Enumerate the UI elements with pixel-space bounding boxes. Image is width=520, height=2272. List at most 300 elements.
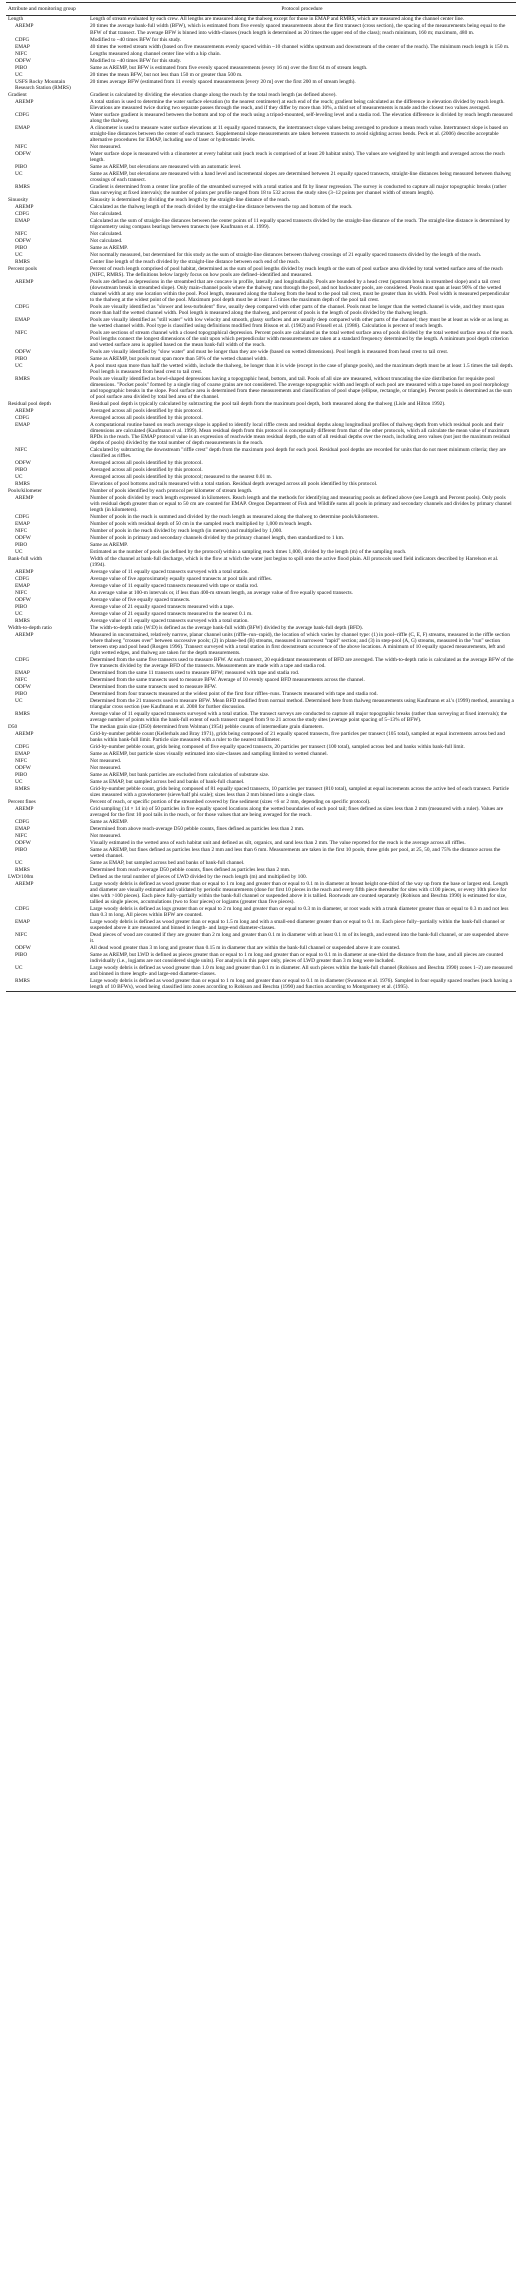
header-row <box>6 3 516 16</box>
monitoring-group-label: PIBO <box>15 355 28 362</box>
procedure-text: Large woody debris is defined as wood greater than or equal to 1.5 m long and with a small-end diameter greater than or equal to 0.1 m. Each piece fully–partially within the bank-full channel or suspended above it are measured and binned in length- and large-end diameter-classes. <box>90 919 505 932</box>
procedure-text: Not measured. <box>90 765 122 772</box>
procedure-text: Same as AREMP, but bank particles are excluded from calculation of substrate size. <box>90 772 270 779</box>
procedure-text: Pools are sections of stream channel with a closed topographical depression. Percent pools are calculated as the total wetted surface area of pools divided by the total wetted surface area of the reach. Pool lengths connect the longest dimensions of the unit upon which perpendicular width measurements are taken at a standard frequency determined by the length. A minimum pool depth criterion and wetted surface area is applied based on the mean bank-full width of the reach. <box>90 329 514 348</box>
protocol-row <box>6 698 516 711</box>
procedure-text: Grid sampling (14 × 14 in) of 50 particles in five equally spaced locations along the wetted boundaries of each pool tail; fines defined as sizes less than 2 mm (measured with a ruler). Values are averaged for the first 10 pool tails in the reach, or for those values that are being averaged for the reach. <box>90 806 504 819</box>
protocol-row <box>6 535 516 542</box>
attribute-label: Bank-full width <box>8 555 42 562</box>
table-header <box>6 3 516 16</box>
protocol-row <box>6 758 516 765</box>
monitoring-group-label: USFS Rocky Mountain Research Station (RMRS) <box>15 78 71 91</box>
monitoring-group-label: PIBO <box>15 64 28 71</box>
protocol-row <box>6 78 516 91</box>
header-attribute-group: Attribute and monitoring group <box>6 3 88 16</box>
monitoring-group-label: EMAP <box>15 582 30 589</box>
monitoring-group-label: PIBO <box>15 952 28 959</box>
protocol-row <box>6 203 516 210</box>
procedure-text: Same as EMAP, but sampled across bed and banks of bank-full channel. <box>90 779 245 786</box>
protocol-row <box>6 833 516 840</box>
attribute-row <box>6 488 516 495</box>
procedure-text: The width-to-depth ratio (W:D) is defined as the average bank-full width (BFW) divided by the average bank-full depth (BFD). <box>90 624 363 631</box>
protocol-row <box>6 362 516 375</box>
protocol-row <box>6 514 516 521</box>
monitoring-group-label: CDFG <box>15 656 30 663</box>
monitoring-group-label: CDFG <box>15 575 30 582</box>
protocol-row <box>6 460 516 467</box>
monitoring-group-label: PIBO <box>15 466 28 473</box>
monitoring-group-label: AREMP <box>15 494 34 501</box>
monitoring-group-label: PIBO <box>15 691 28 697</box>
monitoring-group-label: UC <box>15 610 23 617</box>
procedure-text: Measured in unconstrained, relatively narrow, planar channel units (riffle–run–rapid), the location of which varies by channel type: (1) in pool–riffle (C, E, F) streams, measured in the riffle section where thalweg "crosses over" between successive pools; (2) in plane-bed (B) streams, measured in narrowest "rapid" section; and (3) in step-pool (A, G) streams, measured in the "run" section between step and pool head (Rosgen 1996). Transect surveyed with a total station in first downstream occurrence of the above locations. A minimum of 10 equally spaced measurements, left and right wetted edges, and thalweg are taken for the depth measurements. <box>90 631 510 656</box>
protocol-row <box>6 210 516 217</box>
procedure-text: Elevations of pool bottoms and tails measured with a total station. Residual depth averaged across all pools identified by this protocol. <box>90 480 378 487</box>
procedure-text: Determined from above reach-average D50 pebble counts, fines defined as particles less than 2 mm. <box>90 826 305 833</box>
monitoring-group-label: EMAP <box>15 520 30 527</box>
procedure-text: Not calculated. <box>90 230 123 237</box>
attribute-label: Length <box>8 16 24 23</box>
protocol-row <box>6 711 516 724</box>
procedure-text: Not calculated. <box>90 210 123 217</box>
protocol-row <box>6 677 516 684</box>
procedure-text: Gradient is calculated by dividing the elevation change along the reach by the total reach length (as defined above). <box>90 91 337 98</box>
procedure-text: An average value at 100-m intervals or, if less than 400-m stream length, an average value of five equally spaced transects. <box>90 589 353 596</box>
monitoring-group-label: PIBO <box>15 163 28 170</box>
protocol-row <box>6 36 516 43</box>
protocol-row <box>6 217 516 230</box>
procedure-text: Pools are visually identified as bowl-shaped depressions having a topographic head, bottom, and tail. Pools of all size are measured, without truncating the size distribution for requisite pool dimensions. "Pocket pools" formed by a single ring of coarse grains are not considered. The average topographic width and length of each pool are measured with a tape based on pool morphology and topographic breaks in the slope. Pool surface area is determined from these measurements and classification of pool shape (ellipse, rectangle, or triangle). Percent pools is determined as the sum of pool surface area divided by total bed area of the channel. <box>90 375 512 400</box>
protocol-row <box>6 670 516 677</box>
monitoring-group-label: UC <box>15 71 23 78</box>
procedure-text: Average value of 21 equally spaced transects measured with a tape. <box>90 603 234 610</box>
procedure-text: Number of pools divided by reach length expressed in kilometers. Reach length and the methods for identifying and measuring pools as defined above (see Length and Percent pools). Only pools with residual depth greater than or equal to 50 cm are counted for EMAP. Oregon Department of Fish and Wildlife sums all pools in primary and secondary channels and divides by primary channel length (in kilometers). <box>90 494 512 513</box>
procedure-text: Number of pools identified by each protocol per kilometer of stream length. <box>90 487 253 494</box>
attribute-row <box>6 265 516 278</box>
monitoring-group-label: NIFC <box>15 833 28 840</box>
protocol-row <box>6 355 516 362</box>
procedure-text: Large woody debris is defined as wood greater than or equal to 1 m long and greater than or equal to 0.1 m in diameter (Swanson et al. 1976). Sampled in four equally spaced reaches (each having a length of 10 BFWs), wood being classified into zones according to Robison and Beschta (1990) and function according to Montgomery et al. (1995). <box>88 978 516 992</box>
protocol-row <box>6 375 516 400</box>
protocol-row <box>6 150 516 163</box>
monitoring-group-label: UC <box>15 362 23 369</box>
monitoring-group-label: CDFG <box>15 303 30 310</box>
procedure-text: 20 times the average bank-full width (BFW), which is estimated from five evenly spaced measurements about the first transect (cross section), the spacing of the measurements being equal to the BFW of that transect. The average BFW is binned into width-classes (reach length is determined as 20 times the upper end of the class); reach minimum, 160 m; maximum, 480 m. <box>90 23 506 36</box>
protocol-row <box>6 576 516 583</box>
procedure-text: Same as AREMP. <box>90 541 128 548</box>
procedure-text: Number of pools in primary and secondary channels divided by the primary channel length, then standardized to 1 km. <box>90 534 345 541</box>
monitoring-group-label: UC <box>15 473 23 480</box>
monitoring-group-label: EMAP <box>15 919 30 926</box>
monitoring-group-label: AREMP <box>15 203 34 210</box>
protocol-row <box>6 278 516 303</box>
procedure-text: Large woody debris is defined as logs greater than or equal to 2 m long and greater than or equal to 0.3 m in diameter, or root wads with a trunk diameter greater than or equal to 0.3 m and not less than 0.3 m long. All pieces within BFW are counted. <box>90 906 509 919</box>
protocol-row <box>6 744 516 751</box>
procedure-text: Not calculated. <box>90 237 123 244</box>
attribute-label: Sinuosity <box>8 196 29 203</box>
document-page <box>0 0 520 992</box>
monitoring-group-label: AREMP <box>15 98 34 105</box>
protocol-row <box>6 230 516 237</box>
protocol-row <box>6 329 516 348</box>
procedure-text: Width of the channel at bank-full discharge, which is the flow at which the water just begins to spill onto the active flood plain. All protocols used field indicators described by Harrelson et al. (1994). <box>90 555 499 568</box>
protocol-row <box>6 847 516 860</box>
monitoring-group-label: ODFW <box>15 348 31 355</box>
procedure-text: Average value of 11 equally spaced transects surveyed with a total station. <box>90 617 249 624</box>
monitoring-group-label: RMRS <box>15 375 30 382</box>
attribute-row <box>6 196 516 203</box>
attribute-label: Pools/kilometer <box>8 487 42 494</box>
procedure-text: Calculated as the sum of straight-line distances between the center points of 11 equally spaced transects divided by the straight-line distance of the reach. The straight-line distance is determined by trigonometry using compass bearings between transects (see Kaufmann et al. 1999). <box>90 217 510 230</box>
procedure-text: Calculated by subtracting the downstream "riffle crest" depth from the maximum pool depth for each pool. Residual pool depths are recorded for units that do not meet minimum criteria; they are classified as riffles. <box>90 446 507 459</box>
monitoring-group-label: ODFW <box>15 765 31 772</box>
attribute-row <box>6 625 516 632</box>
protocol-row <box>6 932 516 945</box>
protocol-row <box>6 765 516 772</box>
protocol-row <box>6 945 516 952</box>
monitoring-group-label: EMAP <box>15 124 30 131</box>
attribute-label: D50 <box>8 724 18 731</box>
protocol-row <box>6 569 516 576</box>
procedure-text: Averaged across all pools identified by this protocol. <box>90 407 203 414</box>
monitoring-group-label: EMAP <box>15 670 30 676</box>
procedure-text: Large woody debris is defined as wood greater than 1.0 m long and greater than 0.1 m in diameter. All such pieces within the bank-full channel (Robison and Beschta 1990) zones 1–2) are measured and binned in three length- and large-end diameter-classes. <box>90 965 513 978</box>
monitoring-group-label: NIFC <box>15 143 28 150</box>
monitoring-group-label: NIFC <box>15 677 28 683</box>
protocol-row <box>6 414 516 421</box>
attribute-label: Residual pool depth <box>8 400 51 407</box>
procedure-text: A computational routine based on reach average slope is applied to identify local riffle crests and residual depths along longitudinal profiles of thalweg depth from which residual pools and their dimensions are calculated (Kaufmann et al. 1999). Mean residual depth from this protocol is conceptually different from that of the other protocols, which all calculate the mean value of maximum RPDs in the reach. The EMAP protocol value is an expression of reachwide mean residual depth, the sum of all residual depths over the reach, including zero values (not just the maximum residual depths of pools) divided by the total number of depth measurements in the reach. <box>90 421 511 446</box>
procedure-text: Same as AREMP. <box>90 244 128 251</box>
procedure-text: Averaged across all pools identified by this protocol. <box>90 466 203 473</box>
procedure-text: Same as AREMP. <box>90 819 128 826</box>
procedure-text: Percent of reach, or specific portion of the streambed covered by fine sediment (sizes <6 or 2 mm, depending on specific protocol). <box>90 799 371 806</box>
protocol-row <box>6 183 516 196</box>
procedure-text: Center line length of the reach divided by the straight-line distance between each end of the reach. <box>90 258 300 265</box>
monitoring-group-label: AREMP <box>15 23 34 30</box>
protocol-row <box>6 751 516 758</box>
attribute-label: Percent fines <box>8 799 36 806</box>
procedure-text: Determined from the same transects used to measure BFW. <box>90 684 217 690</box>
attribute-row <box>6 799 516 806</box>
protocol-row <box>6 657 516 670</box>
protocol-row <box>6 316 516 329</box>
monitoring-group-label: RMRS <box>15 480 30 487</box>
protocol-row <box>6 826 516 833</box>
protocol-row <box>6 521 516 528</box>
monitoring-group-label: CDFG <box>15 906 30 913</box>
attribute-row <box>6 400 516 407</box>
protocol-row <box>6 481 516 488</box>
procedure-text: Number of pools with residual depth of 50 cm in the sampled reach multiplied by 1,000 m/reach length. <box>90 520 313 527</box>
protocol-row <box>6 806 516 819</box>
protocol-row <box>6 407 516 414</box>
procedure-text: Average value of 21 equally spaced transects measured to the nearest 0.1 m. <box>90 610 253 617</box>
protocol-row <box>6 64 516 71</box>
procedure-text: A pool must span more than half the wetted width, include the thalweg, be longer than it is wide (except in the case of plunge pools), and the maximum depth must be at least 1.5 times the tail depth. Pool length is measured from head crest to tail crest. <box>90 362 514 375</box>
procedure-text: A clinometer is used to measure water surface elevations at 11 equally spaced transects, the intertransect slope values being averaged to produce a mean reach value. Intertransect slope is based on straight-line distances between the center of each transect. Supplemental slope measurements are taken between transects to avoid sighting across bends. Peck et al. (2006) describe acceptable alternative procedures for EMAP, including use of laser or hydrostatic levels. <box>90 124 508 143</box>
procedure-text: Not normally measured, but determined for this study as the sum of straight-line distances between thalweg crossings of 21 equally spaced transects divided by the length of the reach. <box>90 251 482 258</box>
protocol-row <box>6 251 516 258</box>
procedure-text: Determined from four transects measured at the widest point of the first four riffles–runs. Transects measured with tape and stadia rod. <box>90 691 378 697</box>
protocol-row <box>6 786 516 799</box>
table-body <box>6 16 516 992</box>
monitoring-group-label: PIBO <box>15 244 28 251</box>
protocol-row <box>6 684 516 691</box>
procedure-text: Length of stream evaluated by each crew. All lengths are measured along the thalweg except for those in EMAP and RMRS, which are measured along the channel center line. <box>90 16 465 23</box>
procedure-text: Percent of reach length comprised of pool habitat, determined as the sum of pool lengths divided by reach length or the sum of pool surface area divided by total wetted surface area of the reach (NIFC, RMRS). The definitions below largely focus on how pools are defined–identified and measured. <box>90 265 503 278</box>
procedure-text: Determined from the same five transects used to measure BFW. At each transect, 20 equidistant measurements of BFD are averaged. The width-to-depth ratio is calculated as the average BFW of the five transects divided by the average BFD of the transects. Measurements are made with a tape and stadia rod. <box>90 656 514 669</box>
monitoring-group-label: UC <box>15 170 23 177</box>
procedure-text: 20 times the mean BFW, but not less than 150 m or greater than 500 m. <box>90 71 243 78</box>
monitoring-group-label: ODFW <box>15 150 31 157</box>
protocol-row <box>6 348 516 355</box>
protocol-row <box>6 23 516 36</box>
protocol-row <box>6 542 516 549</box>
monitoring-group-label: AREMP <box>15 568 34 575</box>
monitoring-group-label: ODFW <box>15 237 31 244</box>
procedure-text: Determined from the 21 transects used to measure BFW. Mean BFD modified from normal method. Determined here from thalweg measurements using Kaufmann et al.'s (1999) method, assuming a triangular cross section (see Kaufmann et al. 2008 for further discussion. <box>90 698 514 711</box>
protocol-row <box>6 43 516 50</box>
protocol-row <box>6 952 516 965</box>
protocol-row <box>6 840 516 847</box>
procedure-text: Grid-by-number pebble count, grids being composed of five equally spaced transects, 20 particles per transect (100 total), sampled across bed and banks within bank-full limit. <box>90 744 465 751</box>
procedure-text: Large woody debris is defined as wood greater than or equal to 1 m long and greater than or equal to 0.1 m in diameter at breast height one-third of the way up from the base or largest end. Length and diameter are visually estimated and validated by periodic measurements (done for first 10 pieces in the reach and every fifth piece thereafter for sites with ≤100 pieces, or every 10th piece for sites with >100 pieces). Each piece fully–partially within the bank-full channel or suspended above it is tallied. Rootwads are counted separately (Robison and Beschta 1990) is estimated for size, tallied as single pieces, accumulations (two to four pieces) or logjams (greater than five pieces). <box>90 881 509 906</box>
monitoring-group-label: NIFC <box>15 230 28 237</box>
protocol-row <box>6 604 516 611</box>
procedure-text: Same as AREMP, but fines defined as particles less than 2 mm and less than 6 mm. Measurements are taken in the first 10 pools, three grids per pool, at 25, 50, and 75% the distance across the wetted channel. <box>90 847 501 860</box>
protocol-row <box>6 583 516 590</box>
procedure-text: Average value of five equally spaced transects. <box>90 596 191 603</box>
monitoring-group-label: AREMP <box>15 631 34 638</box>
procedure-text: Grid-by-number pebble count (Kellerhals and Bray 1971), grids being composed of 21 equally spaced transects, five particles per transect (105 total), sampled at equal increments across bed and banks within bank-full limit. Particle size measured with a ruler to the nearest millimeter. <box>90 731 505 744</box>
protocol-row <box>6 244 516 251</box>
attribute-row <box>6 874 516 881</box>
monitoring-group-label: UC <box>15 548 23 555</box>
monitoring-group-label: EMAP <box>15 421 30 428</box>
protocol-row <box>6 860 516 867</box>
header-protocol-procedure: Protocol procedure <box>88 3 516 16</box>
protocol-row <box>6 691 516 698</box>
protocol-row <box>6 111 516 124</box>
procedure-text: All dead wood greater than 3 m long and greater than 0.15 m in diameter that are within the bank-full channel or suspended above it are counted. <box>90 945 401 952</box>
protocol-row <box>6 495 516 514</box>
procedure-text: Same as AREMP, but elevations are measured with a hand level and incremental slopes are determined between 21 equally spaced transects, straight-line distances being measured between thalweg crossings of each transect. <box>90 170 511 183</box>
monitoring-group-label: RMRS <box>15 183 30 190</box>
procedure-text: Determined from reach-average D50 pebble counts, fines defined as particles less than 2 mm. <box>90 867 291 874</box>
protocol-row <box>6 590 516 597</box>
procedure-text: Water surface gradient is measured between the bottom and top of the reach using a tripod-mounted, self-leveling level and a stadia rod. The elevation difference is divided by reach length measured along the thalweg. <box>90 111 513 124</box>
protocol-row <box>6 597 516 604</box>
monitoring-group-label: RMRS <box>15 617 30 624</box>
procedure-text: 40 times the wetted stream width (based on five measurements evenly spaced within ~10 channel widths upstream and downstream of the center of the reach). The minimum reach length is 150 m. <box>90 43 510 50</box>
attribute-label: LWD/100m <box>8 874 34 881</box>
monitoring-group-label: EMAP <box>15 751 30 758</box>
monitoring-group-label: PIBO <box>15 772 28 779</box>
procedure-text: Residual pool depth is typically calculated by subtracting the pool tail depth from the maximum pool depth, both measured along the thalweg (Lisle and Hilton 1992). <box>90 400 446 407</box>
procedure-text: Averaged across all pools identified by this protocol; measured to the nearest 0.01 m. <box>90 473 272 480</box>
monitoring-group-label: ODFW <box>15 57 31 64</box>
procedure-text: Same as AREMP, but LWD is defined as pieces greater than or equal to 1 m long and greater than or equal to 0.1 m in diameter at one-third the distance from the base, and all pieces are counted individually (i.e., logjams are not considered single units). For analysis in this paper only, pieces of LWD greater than 3 m long were included. <box>90 952 504 965</box>
attribute-label: Gradient <box>8 91 27 98</box>
procedure-text: Number of pools in the reach divided by reach length (in meters) and multiplied by 1,000. <box>90 527 283 534</box>
protocol-row <box>6 258 516 265</box>
monitoring-group-label: CDFG <box>15 111 30 118</box>
monitoring-group-label: UC <box>15 779 23 786</box>
monitoring-group-label: AREMP <box>15 407 34 414</box>
protocol-row <box>6 611 516 618</box>
procedure-text: Not measured. <box>90 758 122 765</box>
monitoring-group-label: RMRS <box>15 867 30 874</box>
protocol-row <box>6 467 516 474</box>
protocol-row <box>6 237 516 244</box>
protocol-row <box>6 57 516 64</box>
monitoring-group-label: EMAP <box>15 43 30 50</box>
monitoring-group-label: CDFG <box>15 819 30 826</box>
procedure-text: Same as AREMP, but particle sizes visually estimated into size-classes and sampling limited to wetted channel. <box>90 751 328 758</box>
protocol-row <box>6 632 516 657</box>
monitoring-group-label: CDFG <box>15 36 30 43</box>
procedure-text: Visually estimated in the wetted area of each habitat unit and defined as silt, organics, and sand less than 2 mm. The value reported for the reach is the average across all riffles. <box>90 840 466 847</box>
procedure-text: Pools are visually identified by "slow water" and must be longer than they are wide (based on wetted dimensions). Pool length is measured from head crest to tail crest. <box>90 348 449 355</box>
attribute-row <box>6 724 516 731</box>
protocol-row <box>6 549 516 556</box>
procedure-text: Pools are visually identified as "slower and less-turbulent" flow, usually deep compared with other parts of the channel. Pools must be longer than the wetted channel is wide, and they must span more than half the wetted channel width. Pool length is measured along the thalweg, and percent of pools is the length of pools divided by the thalweg length. <box>90 303 505 316</box>
procedure-text: Gradient is determined from a center line profile of the streambed surveyed with a total station and fit by linear regression. The survey is conducted to capture all major topographic breaks (rather than surveying at fixed intervals); the number of points per profile ranged from 18 to 532 across the study sites (3–12 points per channel width of stream length). <box>90 183 507 196</box>
monitoring-group-label: CDFG <box>15 513 30 520</box>
protocol-row <box>6 170 516 183</box>
procedure-text: Modified to ~40 times BFW for this study. <box>90 36 182 43</box>
monitoring-group-label: UC <box>15 251 23 258</box>
monitoring-group-label: AREMP <box>15 278 34 285</box>
monitoring-group-label: NIFC <box>15 50 28 57</box>
procedure-text: Lengths measured along channel center line with a hip chain. <box>90 50 221 57</box>
protocol-row <box>6 98 516 111</box>
procedure-text: Same as AREMP, but pools must span more than 50% of the wetted channel width. <box>90 355 268 362</box>
protocol-row <box>6 421 516 446</box>
monitoring-group-label: AREMP <box>15 881 34 888</box>
procedure-text: A total station is used to determine the water surface elevation (to the nearest centimeter) at each end of the reach; gradient being calculated as the difference in elevation divided by reach length. Elevations are measured twice during two separate passes through the reach, and if they differ by more than 10%, a third set of measurements is made and the closest two values averaged. <box>90 98 505 111</box>
protocol-table <box>6 2 516 992</box>
protocol-row <box>6 474 516 481</box>
monitoring-group-label: PIBO <box>15 603 28 610</box>
monitoring-group-label: PIBO <box>15 541 28 548</box>
monitoring-group-label: RMRS <box>6 978 88 992</box>
procedure-text: Estimated as the number of pools (as defined by the protocol) within a sampling reach times 1,000, divided by the length (m) of the sampling reach. <box>90 548 407 555</box>
protocol-row <box>6 772 516 779</box>
procedure-text: Defined as the total number of pieces of LWD divided by the reach length (m) and multiplied by 100. <box>90 874 308 881</box>
monitoring-group-label: RMRS <box>15 786 30 793</box>
protocol-row <box>6 618 516 625</box>
procedure-text: The median grain size (D50) determined from Wolman (1954) pebble counts of intermediate grain diameters. <box>90 724 324 731</box>
monitoring-group-label: CDFG <box>15 210 30 217</box>
monitoring-group-label: AREMP <box>15 731 34 738</box>
protocol-row <box>6 528 516 535</box>
attribute-label: Percent pools <box>8 265 37 272</box>
procedure-text: Modified to ~40 times BFW for this study. <box>90 57 182 64</box>
protocol-row <box>6 978 516 992</box>
protocol-row <box>6 819 516 826</box>
procedure-text: Pools are visually identified as "still water" with low velocity and smooth, glassy surfaces and are usually deep compared with other parts of the channel; they must be at least as wide or as long as the wetted channel width. Pool type is classified using definitions modified from Bisson et al. (1982) and Frissell et al. (1986). Calculation is percent of reach length. <box>90 316 509 329</box>
protocol-row <box>6 867 516 874</box>
procedure-text: Determined from the same transects used to measure BFW. Average of 10 evenly spaced BFD measurements across the channel. <box>90 677 365 683</box>
monitoring-group-label: NIFC <box>15 758 28 765</box>
monitoring-group-label: AREMP <box>15 806 34 813</box>
procedure-text: Average value of 11 equally spaced transects surveyed with a total station. <box>90 568 249 575</box>
monitoring-group-label: NIFC <box>15 446 28 453</box>
procedure-text: Average value of 11 equally spaced transects measured with tape or stadia rod. <box>90 582 259 589</box>
protocol-row <box>6 965 516 978</box>
protocol-row <box>6 779 516 786</box>
procedure-text: Grid-by-number pebble count, grids being composed of 81 equally spaced transects, 10 particles per transect (810 total), sampled at equal increments across the active bed of each transect. Particle sizes measured with a gravelometer (sieve/half phi scale); sizes less than 2 mm binned into a single class. <box>90 786 510 799</box>
monitoring-group-label: ODFW <box>15 534 31 541</box>
attribute-row <box>6 16 516 24</box>
procedure-text: Water surface slope is measured with a clinometer at every habitat unit (each reach is comprised of at least 20 habitat units). The values are weighted by unit length and averaged across the reach length. <box>90 150 505 163</box>
monitoring-group-label: ODFW <box>15 596 31 603</box>
monitoring-group-label: UC <box>15 860 23 867</box>
procedure-text: Not measured. <box>90 833 122 840</box>
procedure-text: Sinuosity is determined by dividing the reach length by the straight-line distance of the reach. <box>90 196 291 203</box>
monitoring-group-label: CDFG <box>15 414 30 421</box>
attribute-label: Width-to-depth ratio <box>8 624 52 631</box>
procedure-text: Same as EMAP, but sampled across bed and banks of bank-full channel. <box>90 860 245 867</box>
monitoring-group-label: NIFC <box>15 329 28 336</box>
protocol-row <box>6 163 516 170</box>
monitoring-group-label: ODFW <box>15 684 31 690</box>
monitoring-group-label: ODFW <box>15 459 31 466</box>
protocol-row <box>6 881 516 906</box>
attribute-row <box>6 556 516 569</box>
protocol-row <box>6 919 516 932</box>
protocol-row <box>6 124 516 143</box>
protocol-row <box>6 71 516 78</box>
procedure-text: Pools are defined as depressions in the streambed that are concave in profile, laterally and longitudinally. Pools are bounded by a head crest (upstream break in streambed slope) and a tail crest (downstream break in streambed slope). Only main-channel pools where the thalweg runs through the pool, and not backwater pools, are considered. Pools must span at least 90% of the wetted channel width at any one location within the pool. Pool length, measured along the thalweg from the head to the pool tail crest, must be greater than its width. Pool width is measured perpendicular to the thalweg at the widest point of the pool. Maximum pool depth must be at least 1.5 times the maximum depth of the pool tail crest. <box>90 278 510 303</box>
procedure-text: 20 times average BFW (estimated from 11 evenly spaced measurements [every 20 m] over the first 200 m of stream length). <box>90 78 356 85</box>
protocol-row <box>6 906 516 919</box>
protocol-row <box>6 50 516 57</box>
monitoring-group-label: EMAP <box>15 826 30 833</box>
monitoring-group-label: EMAP <box>15 217 30 224</box>
monitoring-group-label: ODFW <box>15 945 31 952</box>
procedure-text: Number of pools in the reach is summed and divided by the reach length as measured along the thalweg to determine pools/kilometers. <box>90 513 379 520</box>
monitoring-group-label: NIFC <box>15 932 28 939</box>
procedure-text: Not measured. <box>90 143 122 150</box>
monitoring-group-label: UC <box>15 698 23 704</box>
procedure-text: Same as AREMP, but BFW is estimated from five evenly spaced measurements (every 16 m) over the first 64 m of stream length. <box>90 64 368 71</box>
monitoring-group-label: RMRS <box>15 258 30 265</box>
monitoring-group-label: NIFC <box>15 589 28 596</box>
protocol-row <box>6 143 516 150</box>
procedure-text: Averaged across all pools identified by this protocol. <box>90 414 203 421</box>
monitoring-group-label: PIBO <box>15 847 28 854</box>
procedure-text: Determined from the same 11 transects used to measure BFW; measured with tape and stadia rod. <box>90 670 300 676</box>
monitoring-group-label: NIFC <box>15 527 28 534</box>
procedure-text: Calculated as the thalweg length of the reach divided by the straight-line distance between the top and bottom of the reach. <box>90 203 353 210</box>
monitoring-group-label: ODFW <box>15 840 31 847</box>
procedure-text: Same as AREMP, but elevations are measured with an automatic level. <box>90 163 242 170</box>
attribute-row <box>6 91 516 98</box>
procedure-text: Averaged across all pools identified by this protocol. <box>90 459 203 466</box>
protocol-row <box>6 303 516 316</box>
protocol-row <box>6 446 516 459</box>
procedure-text: Average value of 11 equally spaced transects surveyed with a total station. The transect surveys are conducted to capture all major topographic breaks (rather than surveying at fixed intervals); the average number of points within the bank-full extent of each transect ranged from 9 to 21 across the study sites (average point spacing of 5–13% of BFW). <box>90 711 508 724</box>
monitoring-group-label: RMRS <box>15 711 30 718</box>
procedure-text: Dead pieces of wood are counted if they are greater than 2 m long and greater than 0.1 m in diameter with at least 0.1 m of its length, and extend into the bank-full channel, or are suspended above it. <box>90 932 509 945</box>
protocol-row <box>6 731 516 744</box>
procedure-text: Average value of five approximately equally spaced transects at pool tails and riffles. <box>90 575 272 582</box>
monitoring-group-label: UC <box>15 965 23 972</box>
monitoring-group-label: CDFG <box>15 744 30 751</box>
